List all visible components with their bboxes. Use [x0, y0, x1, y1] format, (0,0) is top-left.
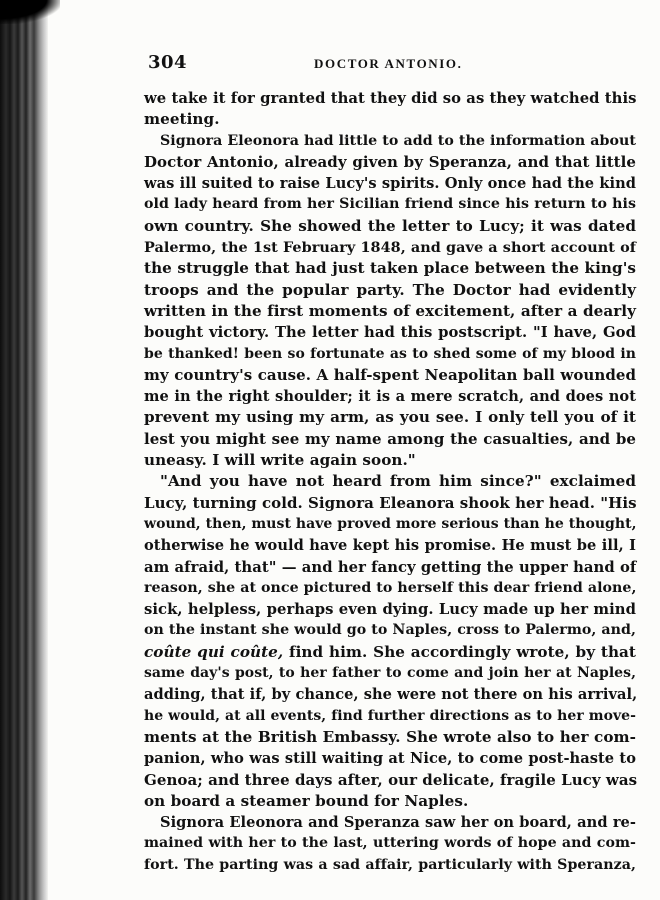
text-line: me in the right shoulder; it is a mere scratch, and does not — [144, 388, 636, 406]
text-line: be thanked! been so fortunate as to shed some of my blood in — [144, 345, 636, 362]
text-line: Lucy, turning cold. Signora Eleanora shook her head. "His — [144, 493, 637, 512]
text-line: bought victory. The letter had this postscript. "I have, God — [144, 324, 636, 342]
text-line-with-italic — [144, 642, 636, 663]
text-line: troops and the popular party. The Doctor had evidently — [144, 280, 636, 299]
text-line: uneasy. I will write again soon." — [144, 451, 416, 470]
text-line: same day's post, to her father to come and join her at Naples, — [144, 665, 636, 682]
text-line: meeting. — [144, 110, 220, 129]
text-line: Doctor Antonio, already given by Speranza, and that little — [144, 152, 636, 171]
text-line: we take it for granted that they did so as they watched this — [144, 90, 637, 107]
italic-phrase: coûte qui coûte, — [144, 642, 284, 661]
text-line: panion, who was still waiting at Nice, to come post-haste to — [144, 750, 636, 768]
running-head — [148, 52, 628, 76]
text-line: wound, then, must have proved more serious than he thought, — [144, 515, 637, 532]
text-line: written in the first moments of excitement, after a dearly — [144, 301, 636, 320]
text-line: lest you might see my name among the casualties, and be — [144, 429, 636, 448]
text-line: the struggle that had just taken place between the king's — [144, 259, 636, 278]
text-line: was ill suited to raise Lucy's spirits. Only once had the kind — [144, 175, 636, 193]
text-line: he would, at all events, find further directions as to her move- — [144, 707, 636, 724]
book-binding-gutter — [0, 0, 48, 900]
text-line-rest: find him. She accordingly wrote, by that — [289, 642, 636, 661]
text-line: own country. She showed the letter to Lucy; it was dated — [144, 216, 636, 235]
body-text — [144, 88, 636, 876]
page-number: 304 — [148, 52, 188, 73]
text-line: Palermo, the 1st February 1848, and gave a short account of — [144, 239, 636, 257]
text-line: adding, that if, by chance, she were not there on his arrival, — [144, 686, 638, 704]
text-line: mained with her to the last, uttering words of hope and com- — [144, 835, 636, 852]
text-line: ments at the British Embassy. She wrote also to her com- — [144, 727, 636, 746]
binding-shadow — [0, 0, 60, 24]
text-line: my country's cause. A half-spent Neapolitan ball wounded — [144, 365, 636, 384]
text-line: reason, she at once pictured to herself this dear friend alone, — [144, 579, 637, 596]
text-line: am afraid, that" — and her fancy getting the upper hand of — [144, 558, 637, 576]
text-line: Signora Eleonora had little to add to the information about — [160, 132, 636, 149]
text-line: on the instant she would go to Naples, cross to Palermo, and, — [144, 622, 636, 639]
text-line: on board a steamer bound for Naples. — [144, 791, 469, 810]
text-line: sick, helpless, perhaps even dying. Lucy made up her mind — [144, 601, 636, 619]
text-line: prevent my using my arm, as you see. I only tell you of it — [144, 408, 636, 427]
text-line: otherwise he would have kept his promise. He must be ill, I — [144, 537, 636, 555]
text-line: Signora Eleonora and Speranza saw her on board, and re- — [160, 814, 636, 832]
text-line: old lady heard from her Sicilian friend since his return to his — [144, 196, 636, 213]
text-line: "And you have not heard from him since?" exclaimed — [160, 472, 636, 491]
text-line: fort. The parting was a sad affair, particularly with Speranza, — [144, 856, 636, 873]
running-title: DOCTOR ANTONIO. — [314, 56, 463, 71]
text-line: Genoa; and three days after, our delicate, fragile Lucy was — [144, 770, 638, 789]
